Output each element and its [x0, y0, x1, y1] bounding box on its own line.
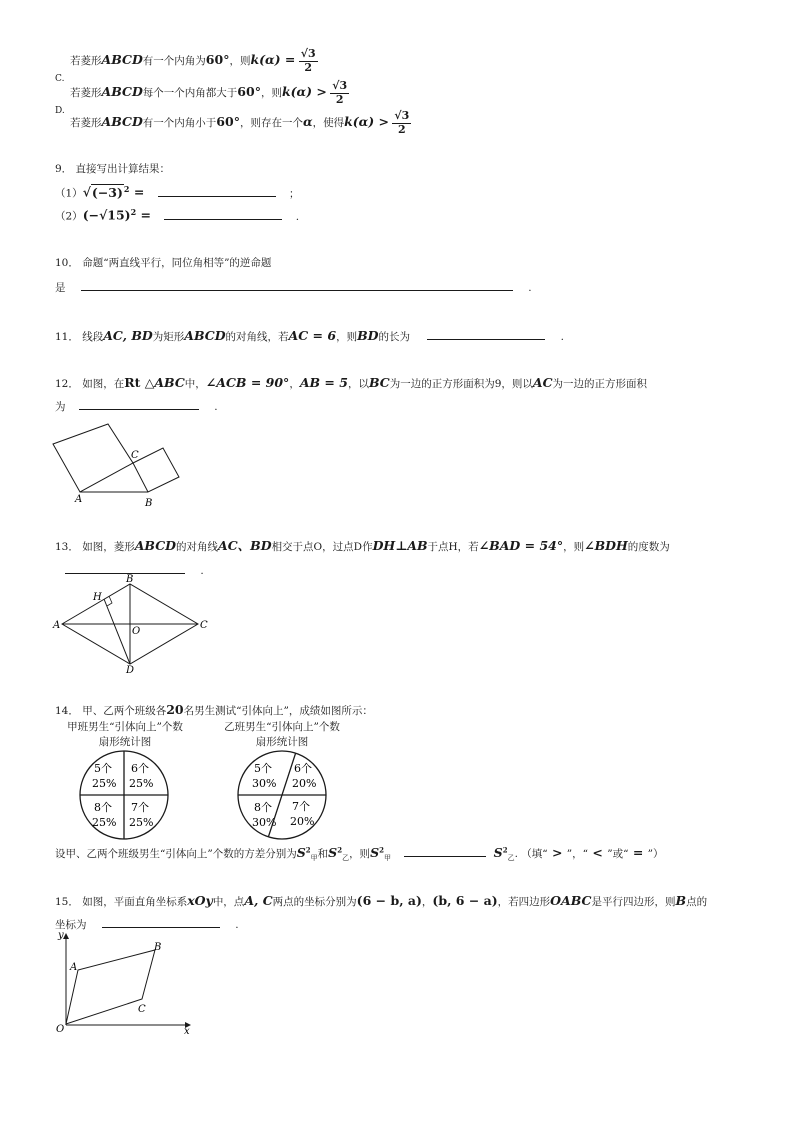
pie-chart-class-b [232, 750, 332, 850]
fraction: $\frac{√3}{2}$ [300, 47, 316, 74]
label-a: A [75, 494, 83, 505]
label-o: O [56, 1024, 65, 1035]
answer-blank[interactable] [427, 329, 545, 340]
pie1-slice-1-pct: 25% [92, 777, 117, 790]
segment-dh [104, 599, 130, 664]
pie1-title: 甲班男生“引体向上”个数 扇形统计图 [67, 721, 183, 748]
label-c: C [138, 1004, 146, 1015]
label-y: y [58, 930, 64, 941]
q10-stem: 10． 命题“两直线平行，同位角相等”的逆命题 [55, 257, 272, 269]
pie2-slice-1-count: 5个 [254, 762, 272, 775]
q14-stem: 14． 甲、乙两个班级各20名男生测试“引体向上”，成绩如图所示： [55, 702, 373, 717]
label-c: C [200, 620, 208, 631]
label-d: D [126, 665, 135, 674]
q12-stem: 12． 如图，在Rt △ABC中，∠ACB = 90°，AB = 5，以BC为一边的正方形面积为9，则以AC为一边的正方形面积 [55, 375, 648, 390]
pie1-slice-3-count: 8个 [94, 801, 112, 814]
pie1-slice-1-count: 5个 [94, 762, 112, 775]
pie2-slice-3-count: 8个 [254, 801, 272, 814]
answer-blank[interactable] [79, 399, 199, 410]
q8-option-b: 若菱形ABCD有一个内角为60°，则k(α) = $\frac{√3}{2}$ [70, 47, 316, 74]
answer-blank[interactable] [102, 917, 220, 928]
q14-question: 设甲、乙两个班级男生“引体向上”个数的方差分别为$S^2_甲$和$S^2_乙$，则$S^2_甲$ $S^2_乙$. （填“ > ”，“ < ”或“ = ”） [55, 845, 664, 863]
q11-stem: 11． 线段AC, BD为矩形ABCD的对角线，若AC = 6，则BD的长为 . [55, 328, 565, 343]
pie2-title: 乙班男生“引体向上”个数 扇形统计图 [224, 721, 340, 748]
q8-option-d: 若菱形ABCD有一个内角小于60°，则存在一个α，使得k(α) > $\frac{√3}{2}$ [70, 109, 410, 136]
label-h: H [93, 592, 102, 603]
fraction: $\frac{√3}{2}$ [332, 79, 348, 106]
answer-blank[interactable] [158, 186, 276, 197]
q13-line2: . [65, 563, 204, 577]
pie2-slice-1-pct: 30% [252, 777, 277, 790]
label-b: B [154, 942, 162, 953]
pie1-slice-2-count: 6个 [131, 762, 149, 775]
q9-part2: $(2)(-√15)^2$ = . [55, 207, 300, 223]
q9-part1: $(1)√(-3)^2$ = ； [55, 184, 300, 200]
q8-option-d-label: D. [55, 106, 65, 116]
answer-blank[interactable] [404, 846, 486, 857]
label-a: A [53, 620, 61, 631]
answer-blank[interactable] [81, 280, 513, 291]
q15-figure [52, 928, 202, 1036]
q13-stem: 13． 如图，菱形ABCD的对角线AC、BD相交于点O，过点D作DH⊥AB于点H，若∠BAD = 54°，则∠BDH的度数为 [55, 538, 670, 553]
q8-option-c-label: C. [55, 74, 65, 84]
square-on-ac [53, 424, 133, 492]
pie1-slice-3-pct: 25% [92, 816, 117, 829]
pie1-slice-2-pct: 25% [129, 777, 154, 790]
pie2-slice-2-count: 6个 [294, 762, 312, 775]
q10-line2: 是 . [55, 282, 532, 294]
pie2-slice-2-pct: 20% [292, 777, 317, 790]
q13-figure [50, 574, 220, 674]
answer-blank[interactable] [65, 563, 185, 574]
label-b: B [126, 574, 134, 585]
label-a: A [70, 962, 78, 973]
q15-stem: 15． 如图，平面直角坐标系xOy中，点A, C两点的坐标分别为(6 − b, a)，(b, 6 − a)，若四边形OABC是平行四边形，则B点的 [55, 893, 708, 908]
answer-blank[interactable] [164, 209, 282, 220]
q12-figure [50, 420, 190, 510]
q9-stem: 9． 直接写出计算结果： [55, 163, 171, 175]
q8-option-c: 若菱形ABCD每个一个内角都大于60°，则k(α) > $\frac{√3}{2}$ [70, 79, 348, 106]
pie1-slice-4-count: 7个 [131, 801, 149, 814]
fraction: $\frac{√3}{2}$ [394, 109, 410, 136]
label-x: x [184, 1026, 190, 1036]
pie-chart-class-a [74, 750, 174, 850]
label-o: O [132, 626, 141, 637]
pie2-slice-4-count: 7个 [292, 800, 310, 813]
pie2-slice-3-pct: 30% [252, 816, 277, 829]
pie1-slice-4-pct: 25% [129, 816, 154, 829]
q15-line2: 坐标为 . [55, 919, 239, 931]
pie2-slice-4-pct: 20% [290, 815, 315, 828]
label-c: C [131, 450, 139, 461]
q12-line2: 为 . [55, 401, 218, 413]
square-on-bc [133, 448, 179, 492]
label-b: B [145, 498, 153, 509]
